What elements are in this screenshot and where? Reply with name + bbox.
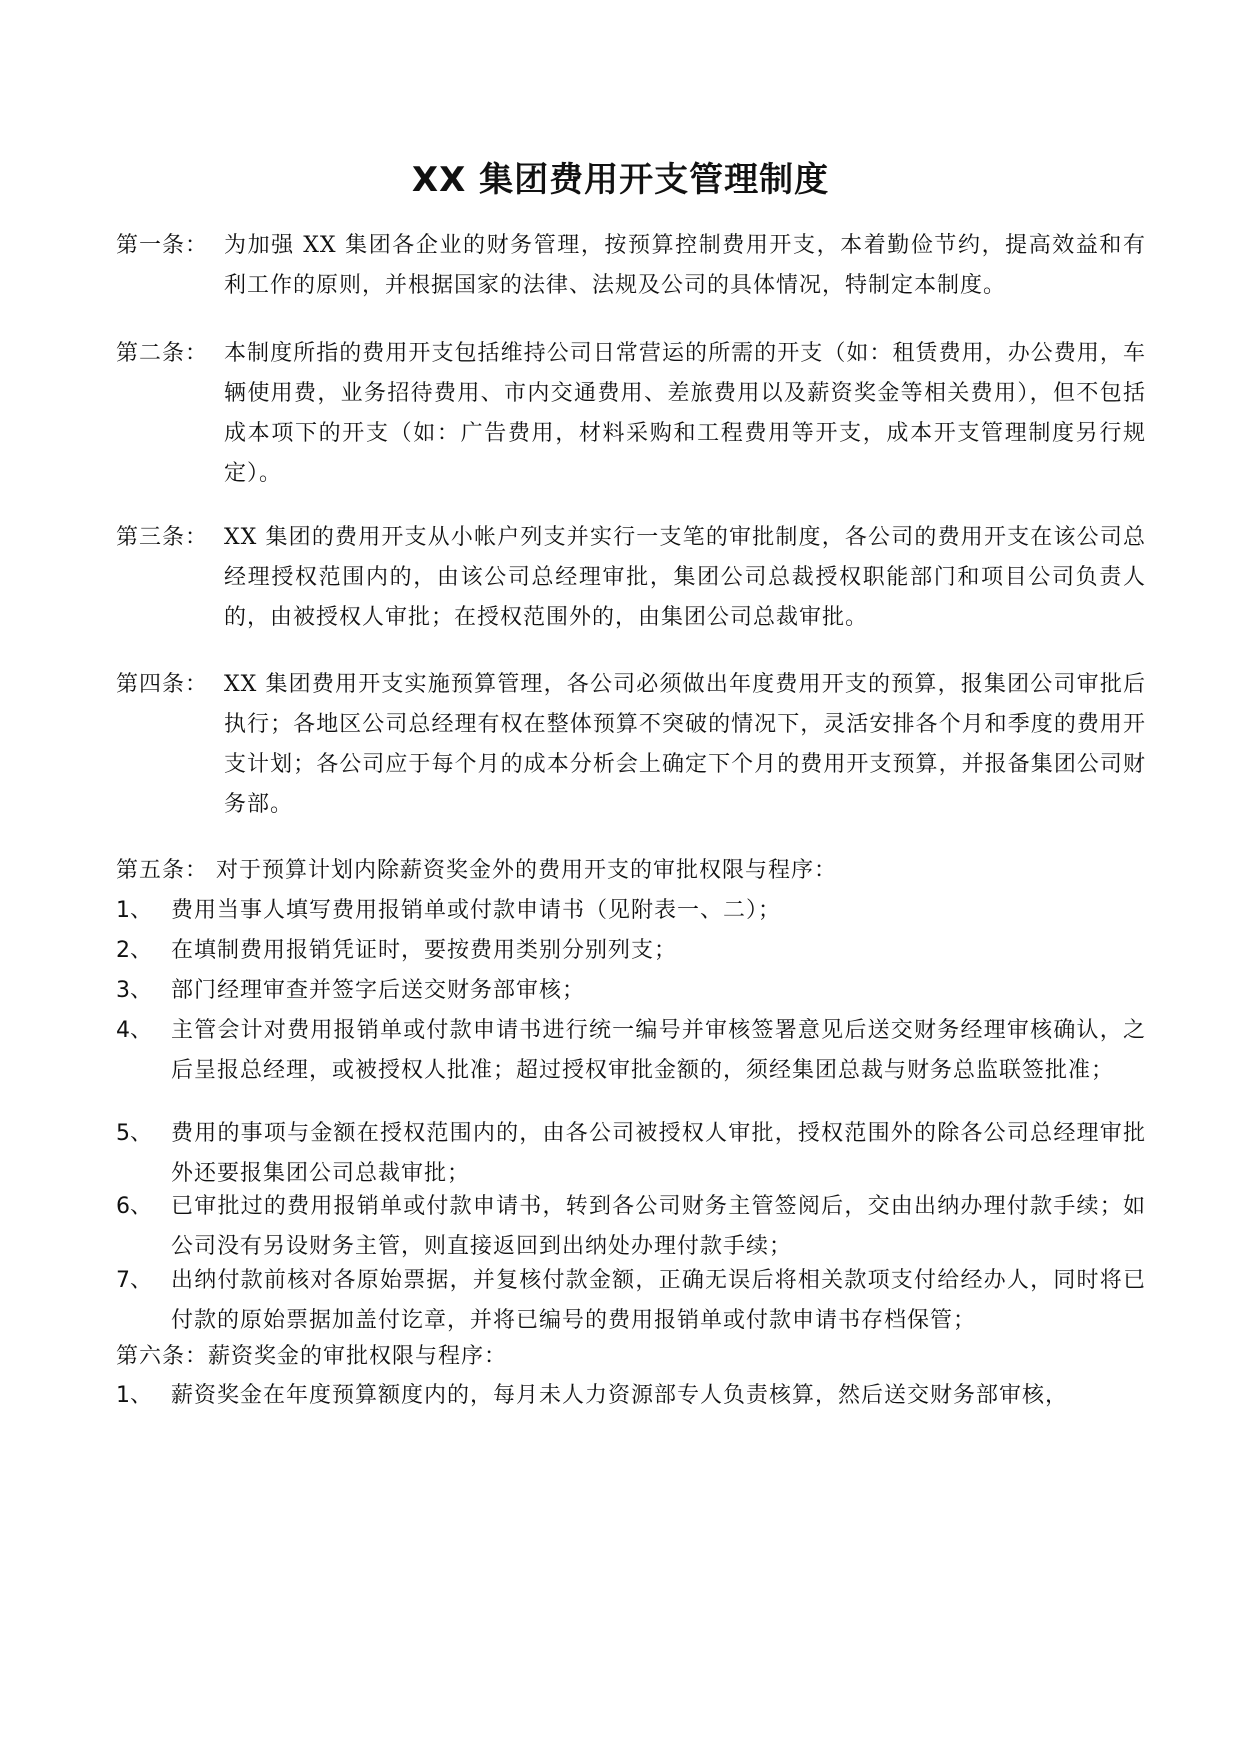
list-item-number: 1、 — [116, 898, 152, 923]
list-item-text: 已审批过的费用报销单或付款申请书，转到各公司财务主管签阅后，交由出纳办理付款手续；如公司没有另设财务主管，则直接返回到出纳处办理付款手续； — [171, 1194, 1146, 1259]
article-text: 本制度所指的费用开支包括维持公司日常营运的所需的开支（如：租赁费用，办公费用，车辆使用费，业务招待费用、市内交通费用、差旅费用以及薪资奖金等相关费用），但不包括成本项下的开支（如：广告费用，材料采购和工程费用等开支，成本开支管理制度另行规定）。 — [224, 341, 1146, 486]
list-item-text: 部门经理审查并签字后送交财务部审核； — [171, 978, 586, 1003]
list-item-number: 7、 — [116, 1268, 152, 1293]
article-text: XX 集团的费用开支从小帐户列支并实行一支笔的审批制度，各公司的费用开支在该公司总经理授权范围内的，由该公司总经理审批，集团公司总裁授权职能部门和项目公司负责人的，由被授权人审批；在授权范围外的，由集团公司总裁审批。 — [224, 525, 1146, 630]
article-4 — [116, 665, 1146, 825]
list-item — [116, 1187, 1146, 1267]
article-text: XX 集团费用开支实施预算管理，各公司必须做出年度费用开支的预算，报集团公司审批后执行；各地区公司总经理有权在整体预算不突破的情况下，灵活安排各个月和季度的费用开支计划；各公司应于每个月的成本分析会上确定下个月的费用开支预算，并报备集团公司财务部。 — [224, 672, 1146, 817]
list-item-number: 3、 — [116, 978, 152, 1003]
list-item-number: 1、 — [116, 1383, 152, 1408]
article-6-heading: 第六条：薪资奖金的审批权限与程序： — [116, 1344, 508, 1369]
list-item — [116, 931, 1146, 971]
list-item-number: 5、 — [116, 1121, 152, 1146]
list-item — [116, 971, 1146, 1011]
article-label: 第二条： — [116, 341, 209, 366]
article-label: 第三条： — [116, 525, 209, 550]
list-item — [116, 1376, 1146, 1416]
document-title: XX 集团费用开支管理制度 — [411, 160, 830, 200]
article-3 — [116, 518, 1146, 638]
list-item-number: 6、 — [116, 1194, 152, 1219]
article-text: 为加强 XX 集团各企业的财务管理，按预算控制费用开支，本着勤俭节约，提高效益和有利工作的原则，并根据国家的法律、法规及公司的具体情况，特制定本制度。 — [224, 233, 1146, 298]
list-item — [116, 1114, 1146, 1194]
list-item — [116, 1011, 1146, 1091]
article-1 — [116, 226, 1146, 306]
article-label: 第四条： — [116, 672, 209, 697]
list-item-text: 出纳付款前核对各原始票据，并复核付款金额，正确无误后将相关款项支付给经办人，同时将已付款的原始票据加盖付讫章，并将已编号的费用报销单或付款申请书存档保管； — [171, 1268, 1146, 1333]
list-item — [116, 1261, 1146, 1341]
list-item-text: 薪资奖金在年度预算额度内的，每月未人力资源部专人负责核算，然后送交财务部审核， — [171, 1383, 1069, 1408]
article-5-heading: 第五条： 对于预算计划内除薪资奖金外的费用开支的审批权限与程序： — [116, 858, 837, 883]
list-item-text: 主管会计对费用报销单或付款申请书进行统一编号并审核签署意见后送交财务经理审核确认，之后呈报总经理，或被授权人批准；超过授权审批金额的，须经集团总裁与财务总监联签批准； — [171, 1018, 1146, 1083]
list-item-text: 费用的事项与金额在授权范围内的，由各公司被授权人审批，授权范围外的除各公司总经理审批外还要报集团公司总裁审批； — [171, 1121, 1146, 1186]
list-item-number: 2、 — [116, 938, 152, 963]
list-item-number: 4、 — [116, 1018, 152, 1043]
article-2 — [116, 334, 1146, 494]
list-item — [116, 891, 1146, 931]
article-label: 第一条： — [116, 233, 209, 258]
list-item-text: 费用当事人填写费用报销单或付款申请书（见附表一、二）； — [171, 898, 782, 923]
list-item-text: 在填制费用报销凭证时，要按费用类别分别列支； — [171, 938, 678, 963]
